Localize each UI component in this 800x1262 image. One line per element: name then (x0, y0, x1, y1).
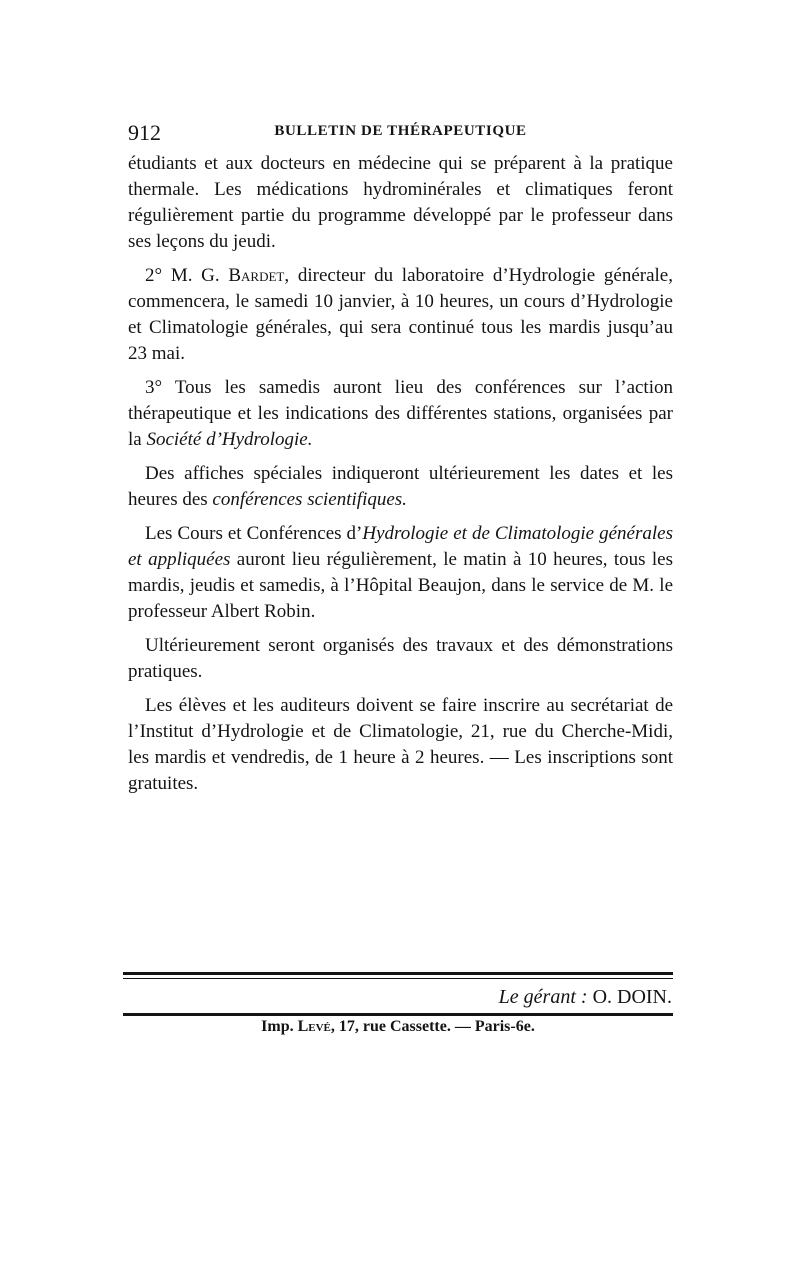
gerant-line (499, 986, 672, 1009)
paragraph-6: Ultérieurement seront organisés des travaux et des démonstrations pratiques. (128, 635, 673, 682)
paragraph-5-text-1: Les Cours et Conférences d’ (145, 523, 363, 544)
paragraph-1: étudiants et aux docteurs en médecine qui se préparent à la pratique thermale. Les médications hydrominérales et climatiques feront régulièrement partie du programme développé par le professeur dans ses leçons du jeudi. (128, 153, 673, 252)
page-header (128, 120, 673, 148)
footer-rule-thin (123, 978, 673, 979)
paragraph-2 (128, 263, 673, 367)
paragraph-4 (128, 461, 673, 513)
paragraph-3-text: 3° Tous les samedis auront lieu des conférences sur l’action thérapeutique et les indications des différentes stations, organisées par la (128, 377, 673, 450)
imprint-rest: , 17, rue Cassette. — Paris-6e. (330, 1018, 535, 1035)
body-text (128, 151, 673, 797)
course-title: Hydrologie et de Climatologie générales et appliquées (128, 523, 673, 570)
paragraph-4-text: Des affiches spéciales indiqueront ultérieurement les dates et les heures des (128, 463, 673, 510)
paragraph-3 (128, 375, 673, 453)
paragraph-5 (128, 521, 673, 625)
footer-rule-thick (123, 972, 673, 975)
gerant-rule (123, 1013, 673, 1016)
gerant-label: Le gérant : (498, 986, 588, 1008)
author-name: Bardet (228, 265, 285, 286)
society-name: Société d’Hydrologie. (146, 429, 313, 450)
page-number: 912 (128, 120, 161, 145)
conferences-title: conférences scientifiques. (212, 489, 407, 510)
gerant-name: O. DOIN. (592, 986, 672, 1008)
printer-name: Levé (297, 1018, 331, 1035)
imprint-line (123, 1018, 673, 1036)
paragraph-2-rest: , directeur du laboratoire d’Hydrologie générale, commencera, le samedi 10 janvier, à 10 heures, un cours d’Hydrologie et Climatologie générales, qui sera continué tous les mardis jusqu’au 23 mai. (128, 265, 673, 364)
paragraph-5-text-2: auront lieu régulièrement, le matin à 10 heures, tous les mardis, jeudis et samedis, à l’Hôpital Beaujon, dans le service de M. le professeur Albert Robin. (128, 549, 674, 622)
paragraph-7: Les élèves et les auditeurs doivent se faire inscrire au secrétariat de l’Institut d’Hydrologie et de Climatologie, 21, rue du Cherche-Midi, les mardis et vendredis, de 1 heure à 2 heures. — Les inscriptions sont gratuites. (128, 695, 673, 794)
running-title: BULLETIN DE THÉRAPEUTIQUE (274, 123, 527, 139)
paragraph-2-prefix: 2° M. G. (145, 265, 229, 286)
footer-rules (123, 972, 673, 979)
imprint-prefix: Imp. (261, 1018, 298, 1035)
